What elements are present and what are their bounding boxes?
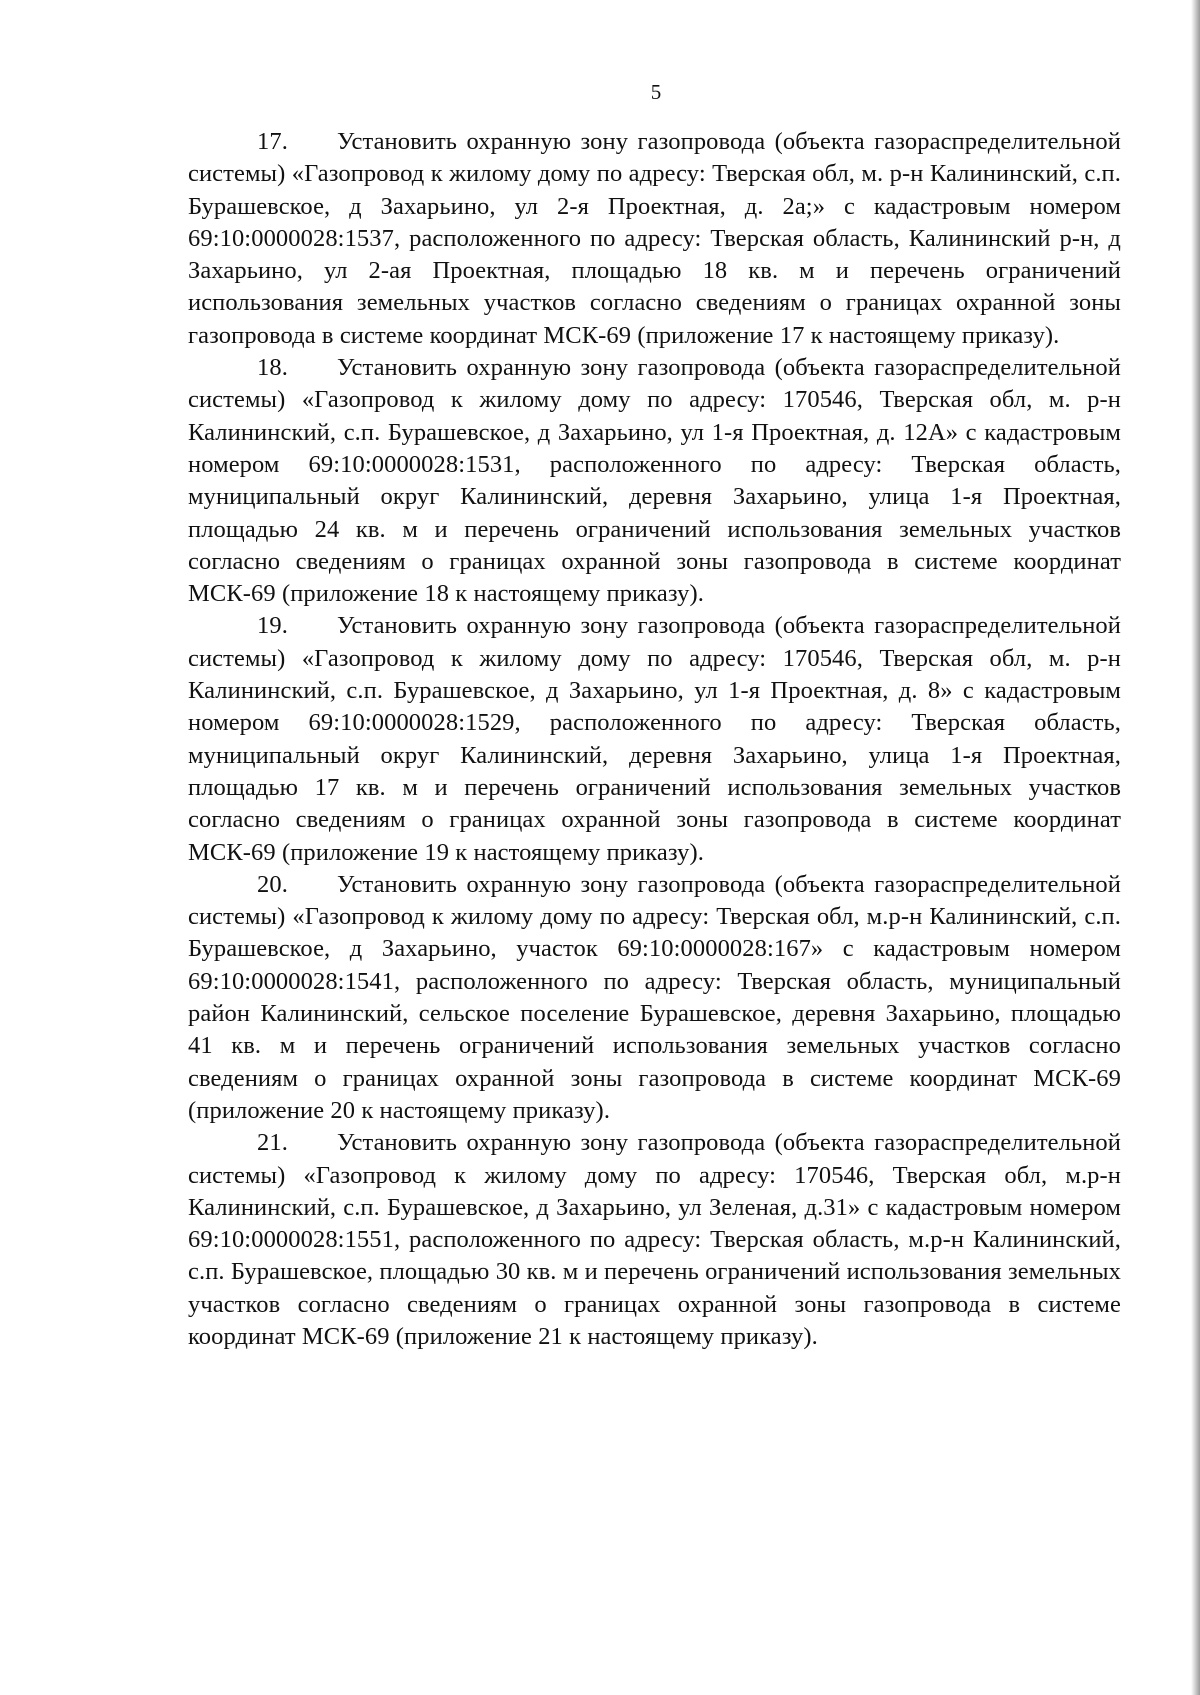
order-item-19	[188, 610, 1121, 868]
item-number: 17.	[257, 128, 288, 155]
item-text: Установить охранную зону газопровода (объекта газораспределительной системы) «Газопровод к жилому дому по адресу: 170546, Тверская обл, м. р-н Калининский, с.п. Бурашевское, д Захарьино, ул 1-я Проектная, д. 12А» с кадастровым номером 69:10:0000028:1531, расположенного по адресу: Тверская область, муниципальный округ Калининский, деревня Захарьино, улица 1-я Проектная, площадью 24 кв. м и перечень ограничений использования земельных участков согласно сведениям о границах охранной зоны газопровода в системе координат МСК-69 (приложение 18 к настоящему приказу).	[188, 354, 1121, 608]
order-item-21	[188, 1127, 1121, 1353]
item-text: Установить охранную зону газопровода (объекта газораспределительной системы) «Газопровод к жилому дому по адресу: 170546, Тверская обл, м. р-н Калининский, с.п. Бурашевское, д Захарьино, ул 1-я Проектная, д. 8» с кадастровым номером 69:10:0000028:1529, расположенного по адресу: Тверская область, муниципальный округ Калининский, деревня Захарьино, улица 1-я Проектная, площадью 17 кв. м и перечень ограничений использования земельных участков согласно сведениям о границах охранной зоны газопровода в системе координат МСК-69 (приложение 19 к настоящему приказу).	[188, 612, 1121, 866]
order-item-17	[188, 126, 1121, 352]
item-text: Установить охранную зону газопровода (объекта газораспределительной системы) «Газопровод к жилому дому по адресу: Тверская обл, м. р-н Калининский, с.п. Бурашевское, д Захарьино, ул 2-я Проектная, д. 2а;» с кадастровым номером 69:10:0000028:1537, расположенного по адресу: Тверская область, Калининский р-н, д Захарьино, ул 2-ая Проектная, площадью 18 кв. м и перечень ограничений использования земельных участков согласно сведениям о границах охранной зоны газопровода в системе координат МСК-69 (приложение 17 к настоящему приказу).	[188, 128, 1121, 349]
item-number: 20.	[257, 870, 288, 898]
item-text: Установить охранную зону газопровода (объекта газораспределительной системы) «Газопровод к жилому дому по адресу: 170546, Тверская обл, м.р-н Калининский, с.п. Бурашевское, д Захарьино, ул Зеленая, д.31» с кадастровым номером 69:10:0000028:1551, расположенного по адресу: Тверская область, м.р-н Калининский, с.п. Бурашевское, площадью 30 кв. м и перечень ограничений использования земельных участков согласно сведениям о границах охранной зоны газопровода в системе координат МСК-69 (приложение 21 к настоящему приказу).	[188, 1129, 1121, 1350]
order-item-18	[188, 352, 1121, 610]
item-text: Установить охранную зону газопровода (объекта газораспределительной системы) «Газопровод к жилому дому по адресу: Тверская обл, м.р-н Калининский, с.п. Бурашевское, д Захарьино, участок 69:10:0000028:167» с кадастровым номером 69:10:0000028:1541, расположенного по адресу: Тверская область, муниципальный район Калининский, сельское поселение Бурашевское, деревня Захарьино, площадью 41 кв. м и перечень ограничений использования земельных участков согласно сведениям о границах охранной зоны газопровода в системе координат МСК-69 (приложение 20 к настоящему приказу).	[188, 870, 1121, 1124]
page-number: 5	[650, 80, 662, 104]
scan-edge-shadow	[1191, 0, 1200, 1695]
document-body	[188, 126, 1121, 1353]
item-number: 19.	[257, 612, 288, 640]
item-number: 21.	[257, 1129, 288, 1157]
item-number: 18.	[257, 354, 288, 382]
order-item-20	[188, 869, 1121, 1127]
